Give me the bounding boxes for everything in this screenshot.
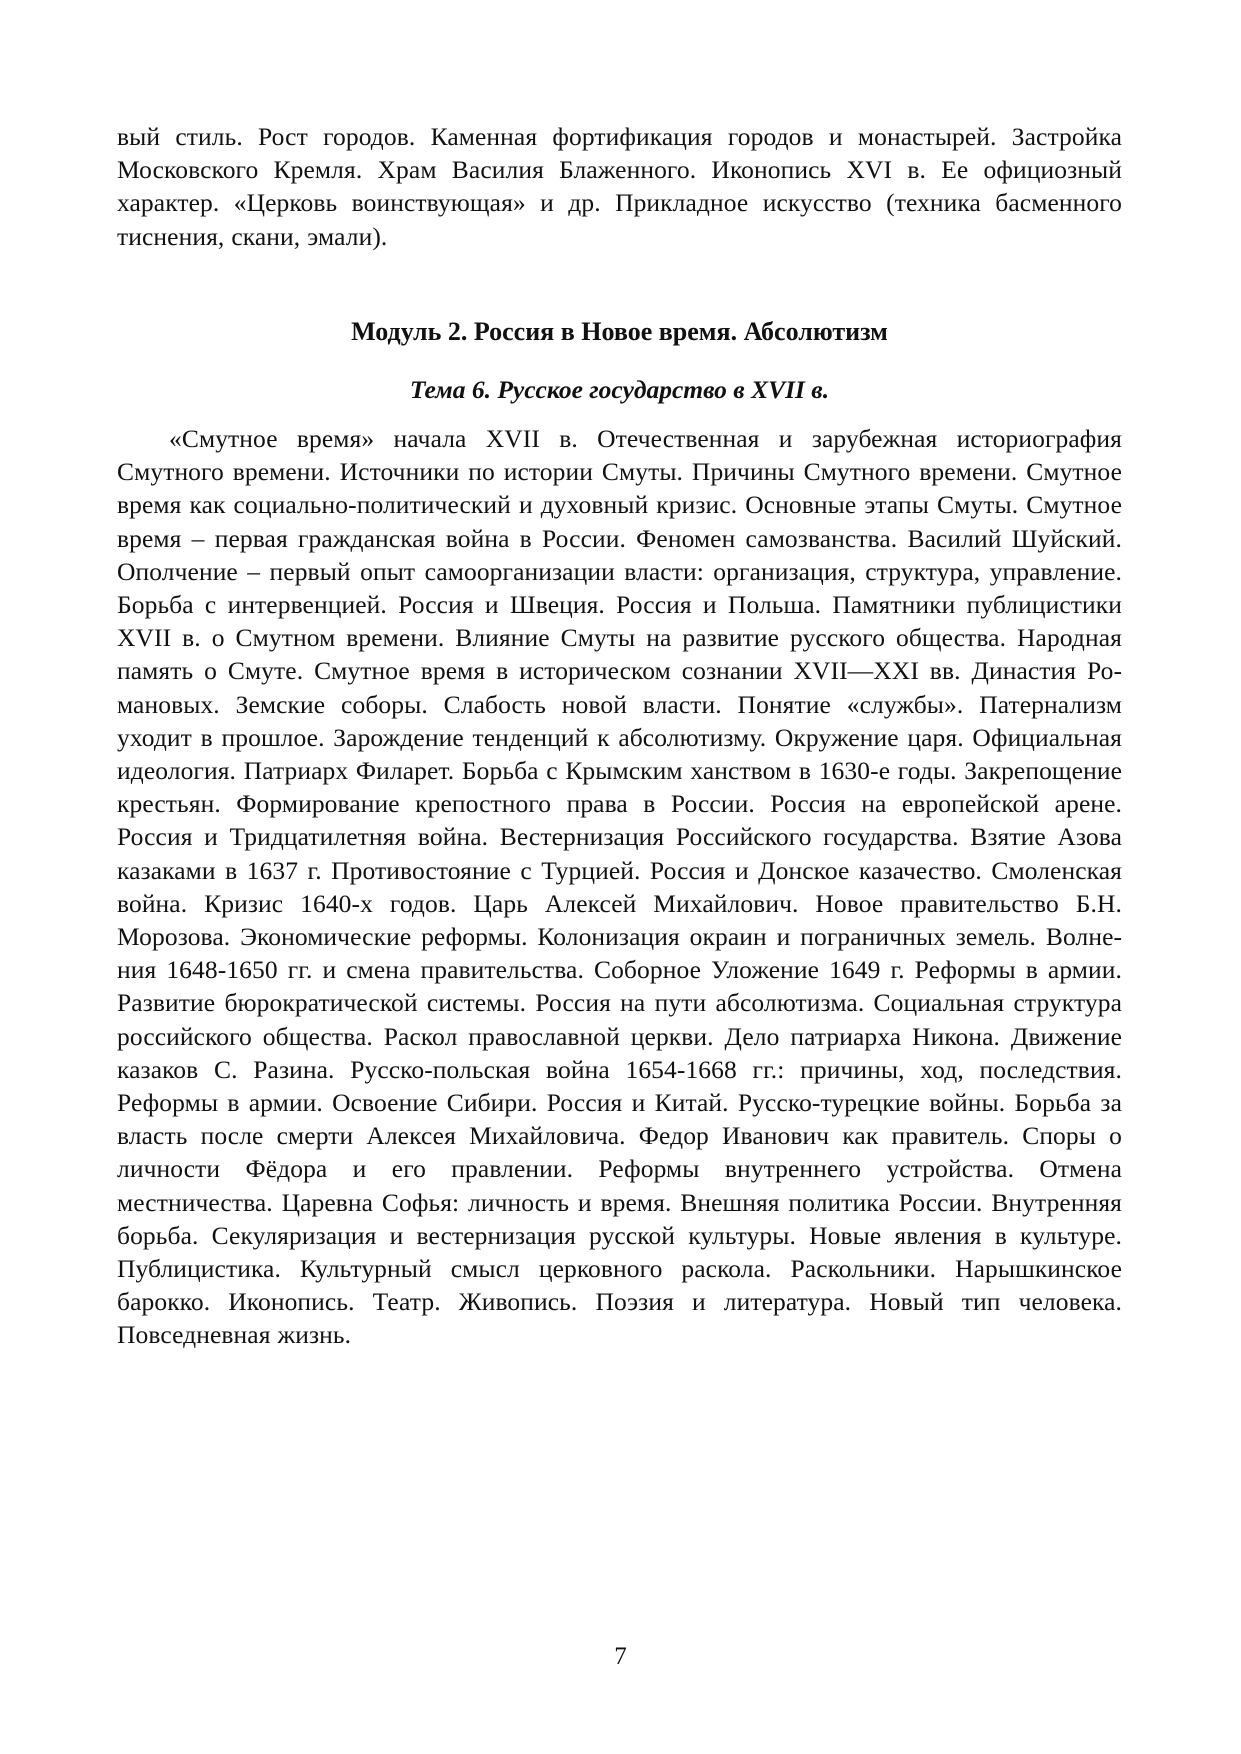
- main-paragraph: «Смутное время» начала XVII в. Отечественная и зарубежная историография Смутного времени. Источники по истории Смуты. Причины Смутного времени. Смутное время как социально-политический и духовный кризис. Основные этапы Смуты. Смутное время – первая гражданская война в России. Феномен самозванства. Василий Шуйский. Ополчение – первый опыт самоорганизации власти: организация, структура, управление. Борьба с интервенцией. Россия и Швеция. Россия и Польша. Памятники публицистики XVII в. о Смутном времени. Влияние Смуты на развитие русского общества. Народная память о Смуте. Смутное время в историческом сознании XVII—XXI вв. Династия Романовых. Земские соборы. Слабость новой власти. Понятие «службы». Патернализм уходит в прошлое. Зарождение тенденций к абсолютизму. Окружение царя. Официальная идеология. Патриарх Филарет. Борьба с Крымским ханством в 1630-е годы. Закрепощение крестьян. Формирование крепостного права в России. Россия на европейской арене. Россия и Тридцатилетняя война. Вестернизация Российского государства. Взятие Азова казаками в 1637 г. Противостояние с Турцией. Россия и Донское казачество. Смоленская война. Кризис 1640-х годов. Царь Алексей Михайлович. Новое правительство Б.Н. Морозова. Экономические реформы. Колонизация окраин и пограничных земель. Волнения 1648-1650 гг. и смена правительства. Соборное Уложение 1649 г. Реформы в армии. Развитие бюрократической системы. Россия на пути абсолютизма. Социальная структура российского общества. Раскол православной церкви. Дело патриарха Никона. Движение казаков С. Разина. Русско-польская война 1654-1668 гг.: причины, ход, последствия. Реформы в армии. Освоение Сибири. Россия и Китай. Русско-турецкие войны. Борьба за власть после смерти Алексея Михайловича. Федор Иванович как правитель. Споры о личности Фёдора и его правлении. Реформы внутреннего устройства. Отмена местничества. Царевна Софья: личность и время. Внешняя политика России. Внутренняя борьба. Секуляризация и вестернизация русской культуры. Новые явления в культуре. Публицистика. Культурный смысл церковного раскола. Раскольники. Нарышкинское барокко. Иконопись. Театр. Живопись. Поэзия и литература. Новый тип человека. Повседневная жизнь.: [117, 424, 1122, 1350]
- continuation-paragraph: вый стиль. Рост городов. Каменная фортификация городов и монастырей. Застройка Московского Кремля. Храм Василия Блаженного. Иконопись XVI в. Ее официозный характер. «Церковь воинствующая» и др. Прикладное искусство (техника басменного тиснения, скани, эмали).: [117, 122, 1122, 251]
- topic-heading: Тема 6. Русское государство в XVII в.: [409, 375, 830, 404]
- page-number: 7: [614, 1643, 627, 1670]
- module-heading: Модуль 2. Россия в Новое время. Абсолютизм: [351, 317, 888, 346]
